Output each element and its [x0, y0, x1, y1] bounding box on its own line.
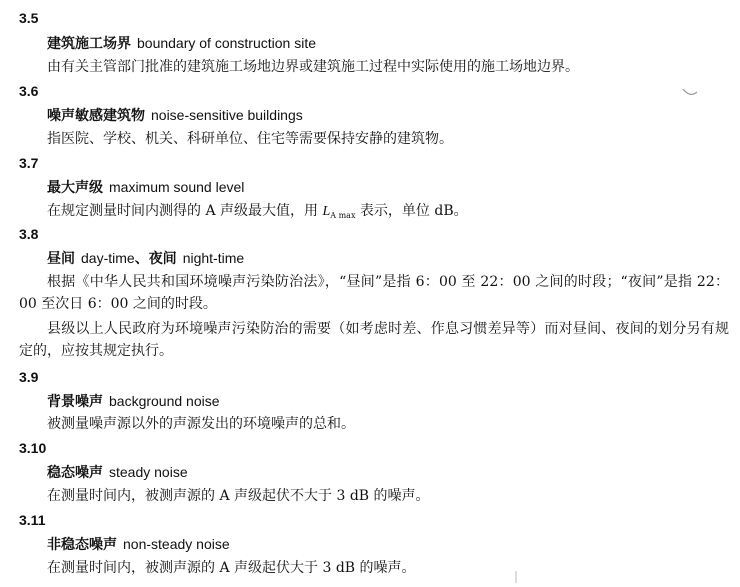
- term-heading: [47, 178, 244, 197]
- section-number: 3.6: [19, 83, 39, 99]
- definition-paragraph: 县级以上人民政府为环境噪声污染防治的需要（如考虑时差、作息习惯差异等）而对昼间、夜间的划分另有规定的，应按其规定执行。: [19, 321, 729, 359]
- term-definition: [47, 202, 468, 222]
- term-definition: 在测量时间内，被测声源的 A 声级起伏不大于 3 dB 的噪声。: [47, 488, 430, 504]
- term-chinese: 昼间: [47, 251, 75, 267]
- term-heading: [47, 535, 230, 554]
- scan-mark: [682, 86, 698, 98]
- term-chinese: 噪声敏感建筑物: [47, 108, 145, 124]
- term-english: day-time: [81, 250, 135, 266]
- section-number: 3.5: [19, 10, 39, 26]
- term-definition: 由有关主管部门批准的建筑施工场地边界或建筑施工过程中实际使用的施工场地边界。: [47, 59, 579, 75]
- term-english: noise-sensitive buildings: [151, 107, 303, 123]
- term-separator: 、: [134, 251, 149, 267]
- definition-paragraph: 根据《中华人民共和国环境噪声污染防治法》，“昼间”是指 6：00 至 22：00 之间的时段；“夜间”是指 22：00 至次日 6：00 之间的时段。: [19, 274, 729, 312]
- term-english: steady noise: [109, 464, 188, 480]
- term-chinese: 最大声级: [47, 180, 103, 196]
- term-english: maximum sound level: [109, 179, 245, 195]
- term-definition: 在测量时间内，被测声源的 A 声级起伏大于 3 dB 的噪声。: [47, 560, 416, 576]
- term-chinese: 稳态噪声: [47, 465, 103, 481]
- definition-text: 在规定测量时间内测得的 A 声级最大值，用: [47, 203, 323, 219]
- symbol-subscript: A max: [330, 211, 356, 220]
- section-number: 3.11: [19, 512, 46, 528]
- term-english: non-steady noise: [123, 536, 230, 552]
- term-heading: [47, 249, 244, 268]
- section-number: 3.8: [19, 226, 39, 242]
- term-heading: [47, 463, 188, 482]
- symbol-l: L: [322, 204, 331, 219]
- scan-mark: [512, 570, 520, 584]
- section-number: 3.9: [19, 369, 39, 385]
- section-number: 3.10: [19, 440, 47, 456]
- term-definition: 被测量噪声源以外的声源发出的环境噪声的总和。: [47, 416, 355, 432]
- term-chinese: 建筑施工场界: [47, 36, 131, 52]
- term-english: night-time: [182, 250, 245, 266]
- term-heading: [47, 106, 303, 125]
- term-english: background noise: [109, 393, 220, 409]
- term-heading: [47, 34, 316, 53]
- term-chinese: 夜间: [148, 251, 177, 267]
- term-heading: [47, 392, 220, 411]
- term-chinese: 背景噪声: [47, 394, 103, 410]
- term-english: boundary of construction site: [137, 35, 316, 51]
- section-number: 3.7: [19, 155, 39, 171]
- term-chinese: 非稳态噪声: [47, 537, 117, 553]
- term-definition: 指医院、学校、机关、科研单位、住宅等需要保持安静的建筑物。: [47, 131, 453, 147]
- definition-text: 表示，单位 dB。: [355, 203, 468, 219]
